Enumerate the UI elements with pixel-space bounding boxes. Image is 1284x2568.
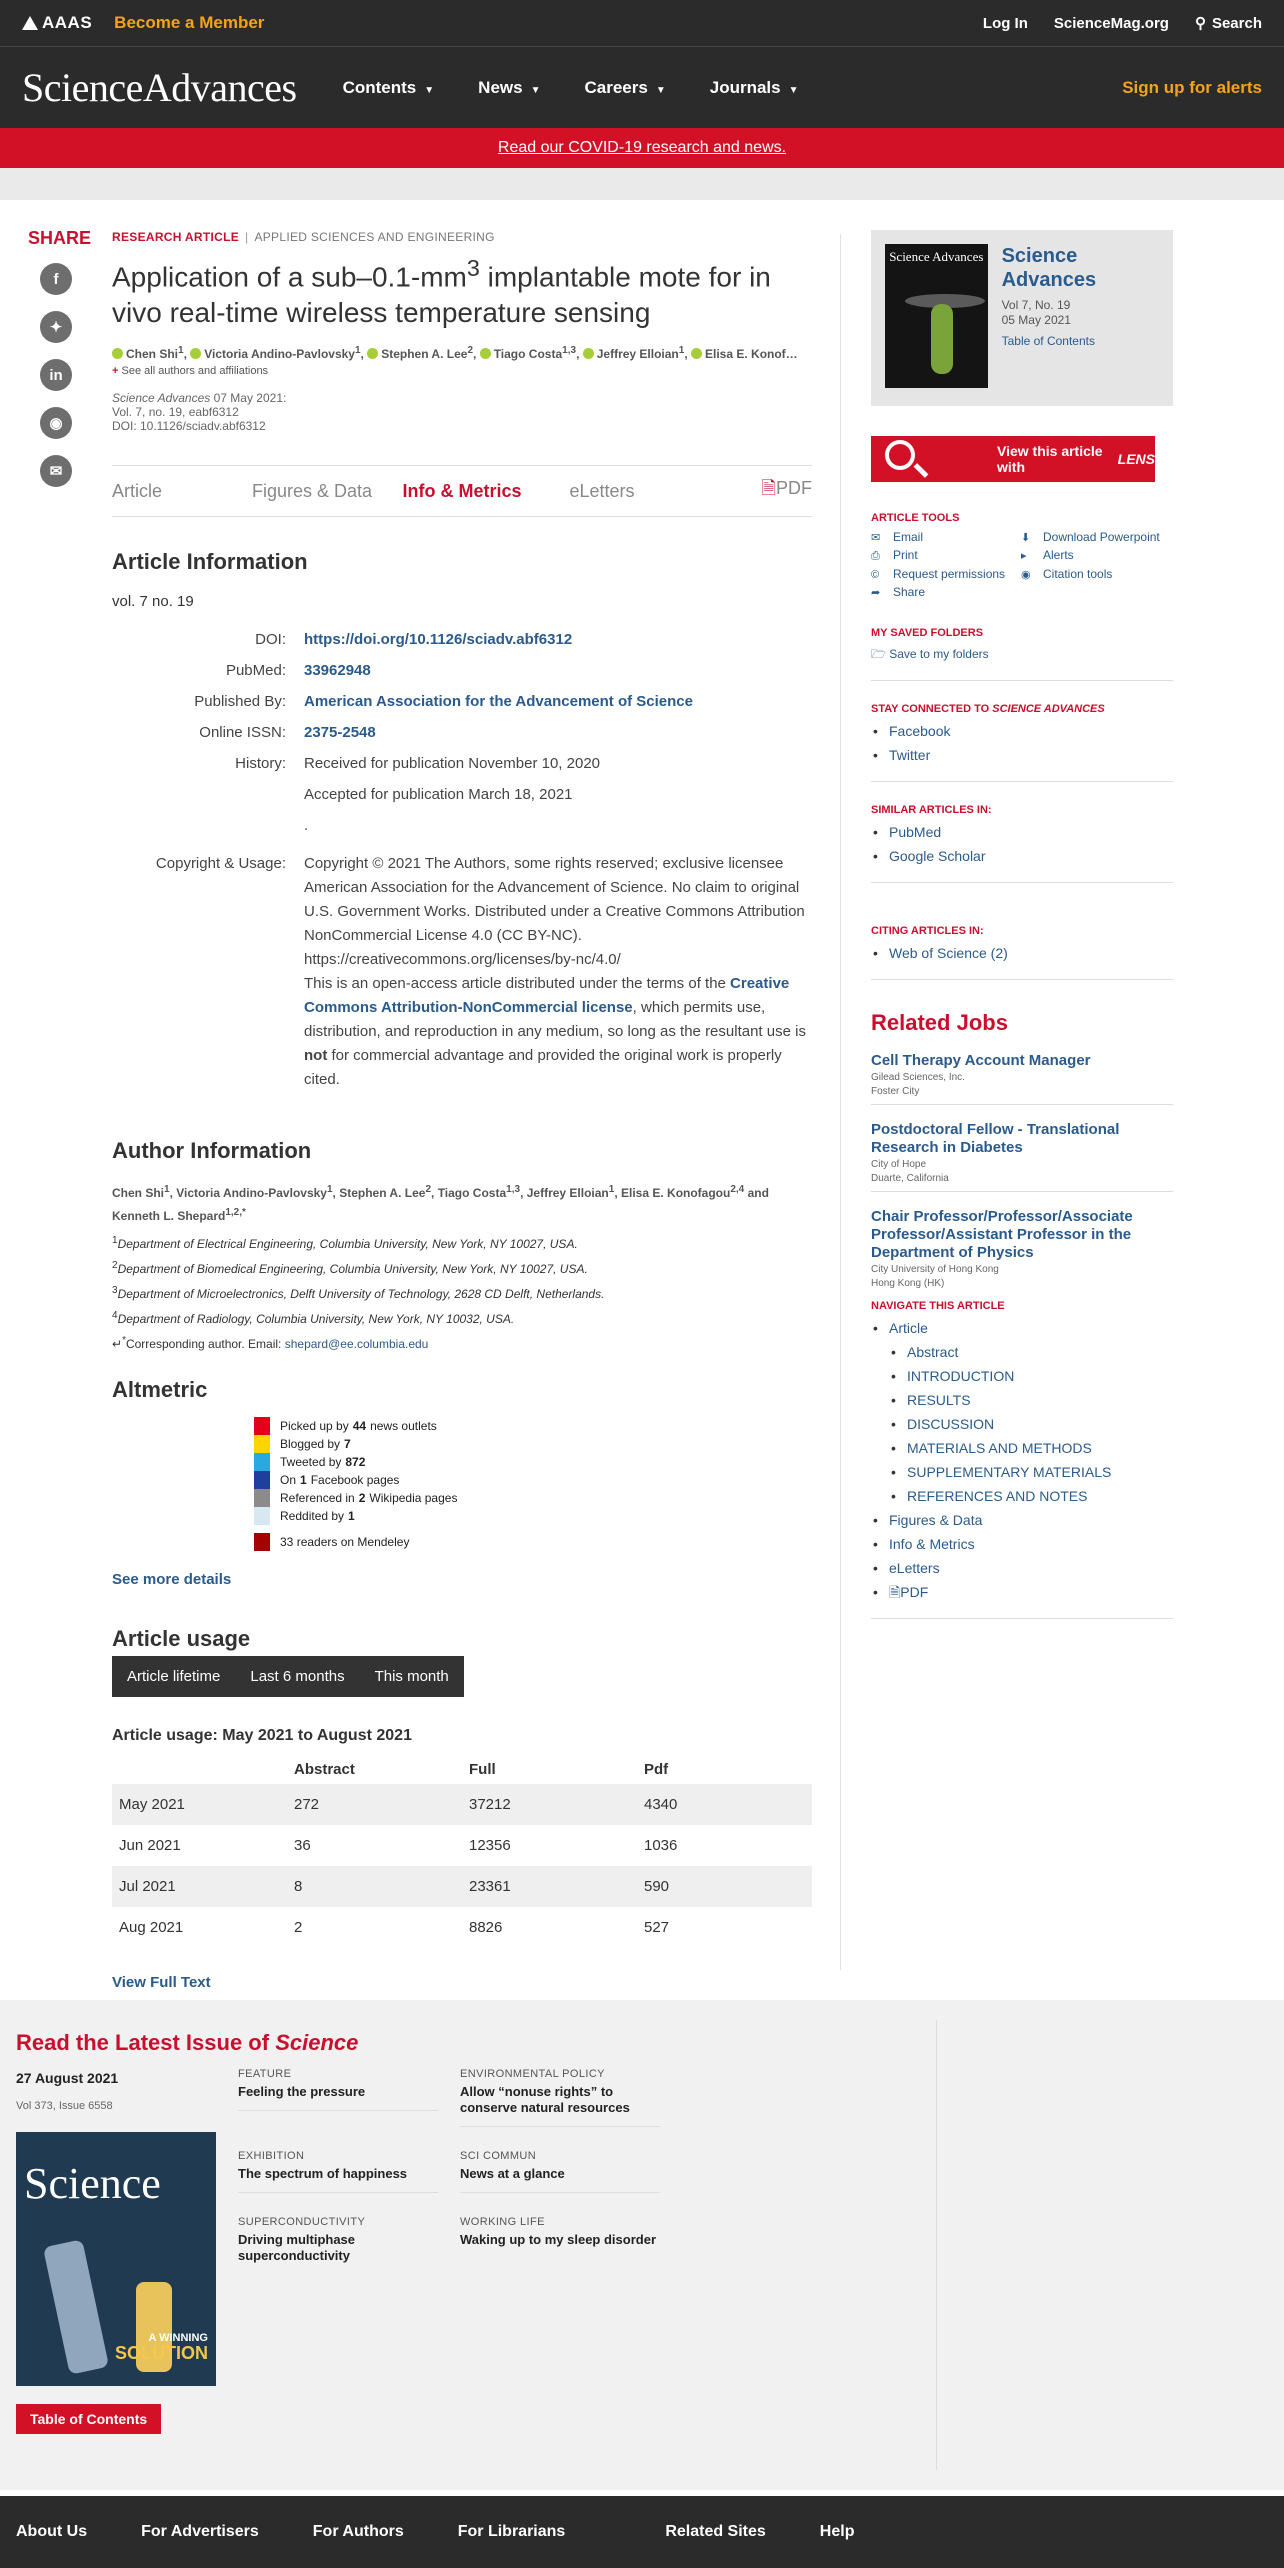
column-divider <box>840 234 841 1970</box>
footer-help[interactable]: Help <box>819 2523 855 2540</box>
affiliation-4: $^4$Department of Radiology, Columbia University, New York, NY 10032, USA. <box>112 1310 515 1327</box>
altmetric-mendeley-row: 33 readers on Mendeley <box>254 1533 812 1551</box>
covid-banner-link[interactable]: Read our COVID-19 research and news. <box>0 128 1284 168</box>
tool-request-permissions[interactable]: © Request permissions <box>871 567 1006 581</box>
tab-info-metrics[interactable]: Info & Metrics <box>402 480 522 501</box>
tool-download-powerpoint[interactable]: ⬇ Download Powerpoint <box>1021 530 1160 544</box>
altmetric-swatch <box>254 1417 270 1435</box>
saved-folders-section: MY SAVED FOLDERS 🗁 Save to my folders <box>871 627 1173 681</box>
similar-pubmed-link[interactable]: • PubMed <box>871 820 1173 844</box>
feature-item[interactable]: WORKING LIFE Waking up to my sleep disorder <box>460 2216 656 2247</box>
footer-about-us[interactable]: About Us <box>16 2523 88 2540</box>
footer-for-advertisers[interactable]: For Advertisers <box>141 2523 259 2540</box>
nav-article[interactable]: • Article <box>871 1316 1173 1340</box>
similar-articles-section: SIMILAR ARTICLES IN: • PubMed • Google Scholar <box>871 804 1173 883</box>
tab-article[interactable]: Article <box>112 480 163 501</box>
become-member-link[interactable]: Become a Member <box>114 13 265 32</box>
megaphone-icon: ▸ <box>1021 550 1027 562</box>
history-label: History: <box>235 755 286 773</box>
article-page <box>0 200 1284 2000</box>
magnifier-icon <box>885 440 915 470</box>
site-footer <box>0 2496 1284 2568</box>
orcid-icon <box>190 348 201 359</box>
issue-cover-box: Science Advances Science Advances Vol 7, No. 19 05 May 2021 Table of Contents <box>871 230 1173 406</box>
chevron-down-icon: ▼ <box>788 84 799 96</box>
nav-pdf[interactable]: • 🗎PDF <box>871 1580 1173 1604</box>
tool-alerts[interactable]: ▸ Alerts <box>1021 548 1074 562</box>
history-dot: . <box>304 817 309 835</box>
search-button[interactable]: ⚲ Search <box>1194 14 1262 32</box>
pdf-icon: 🗎 <box>761 478 776 499</box>
facebook-icon[interactable]: f <box>40 263 72 295</box>
view-full-text-link[interactable]: View Full Text <box>112 1974 211 1992</box>
latest-issue-section <box>0 2000 1284 2490</box>
nav-eletters[interactable]: • eLetters <box>871 1556 1173 1580</box>
author-link[interactable]: Tiago Costa$^{1,3}$ <box>480 347 576 361</box>
feature-item[interactable]: FEATURE Feeling the pressure <box>238 2068 438 2111</box>
orcid-icon <box>583 348 594 359</box>
nav-careers[interactable]: Careers ▼ <box>584 77 666 97</box>
nav-info-metrics[interactable]: • Info & Metrics <box>871 1532 1173 1556</box>
altmetric-twitter-row: Tweeted by 872 <box>254 1453 812 1471</box>
printer-icon: ⎙ <box>871 550 880 562</box>
table-header-row: Abstract Full Pdf <box>294 1761 669 1779</box>
feature-item[interactable]: ENVIRONMENTAL POLICY Allow “nonuse rights” to conserve natural resources <box>460 2068 660 2127</box>
usage-subheading: Article usage: May 2021 to August 2021 <box>112 1727 412 1745</box>
latest-issue-heading: Read the Latest Issue of Science <box>16 2030 359 2055</box>
issn-link[interactable]: 2375-2548 <box>304 724 376 742</box>
chevron-down-icon: ▼ <box>530 84 541 96</box>
tool-citation-tools[interactable]: ◉ Citation tools <box>1021 567 1113 581</box>
web-of-science-link[interactable]: • Web of Science (2) <box>871 941 1173 965</box>
feature-item[interactable]: SCI COMMUN News at a glance <box>460 2150 660 2193</box>
chevron-down-icon: ▼ <box>655 84 666 96</box>
publisher-label: Published By: <box>194 693 286 711</box>
copyright-label: Copyright & Usage: <box>155 855 286 873</box>
issue-volume: Vol 373, Issue 6558 <box>16 2100 113 2112</box>
nav-abstract[interactable]: • Abstract <box>871 1340 1173 1364</box>
nav-introduction[interactable]: • INTRODUCTION <box>871 1364 1173 1388</box>
nav-news[interactable]: News ▼ <box>478 77 541 97</box>
usage-tabs <box>112 1656 464 1697</box>
open-access-text: This is an open-access article distributed under the terms of the Creative Commons Attribution-NonCommercial license, which permits use, distribution, and reproduction in any medium, so long as the resultant use is not for commercial advantage and provided the original work is properly cited. <box>304 975 806 1089</box>
altmetric-summary <box>254 1417 812 1551</box>
author-link[interactable]: Jeffrey Elloian$^1$ <box>583 347 685 361</box>
doi-link[interactable]: https://doi.org/10.1126/sciadv.abf6312 <box>304 631 573 649</box>
pubmed-label: PubMed: <box>225 662 286 680</box>
main-nav <box>343 78 799 98</box>
sign-up-alerts-link[interactable]: Sign up for alerts <box>1122 77 1262 97</box>
latest-toc-button[interactable]: Table of Contents <box>16 2404 161 2434</box>
orcid-icon <box>691 348 702 359</box>
linkedin-icon[interactable]: in <box>40 359 72 391</box>
altmetric-swatch <box>254 1453 270 1471</box>
download-icon: ⬇ <box>1021 532 1031 544</box>
orcid-icon <box>112 348 123 359</box>
cc-license-link[interactable]: Creative Commons Attribution-NonCommercial license <box>304 975 790 1017</box>
affiliation-1: $^1$Department of Electrical Engineering, Columbia University, New York, NY 10027, USA. <box>112 1235 578 1252</box>
job-listing[interactable]: Cell Therapy Account Manager Gilead Sciences, Inc. Foster City <box>871 1052 1173 1105</box>
altmetric-facebook-row: On 1 Facebook pages <box>254 1471 812 1489</box>
received-date: Received for publication November 10, 2020 <box>304 755 601 773</box>
nav-materials-methods[interactable]: • MATERIALS AND METHODS <box>871 1436 1173 1460</box>
aaas-triangle-icon <box>22 16 38 30</box>
envelope-icon: ✉ <box>871 532 881 544</box>
affiliation-3: $^3$Department of Microelectronics, Delft University of Technology, 2628 CD Delft, Netherlands. <box>112 1285 605 1302</box>
sciencemag-link[interactable]: ScienceMag.org <box>1053 14 1169 32</box>
issn-label: Online ISSN: <box>199 724 286 742</box>
issue-date: 27 August 2021 <box>16 2070 119 2086</box>
author-link[interactable]: Chen Shi$^1$ <box>112 347 184 361</box>
article-title: Application of a sub–$0.1-mm^3$ implantable mote for in vivo real-time wireless temperature sensing <box>112 255 771 329</box>
author-link[interactable]: Elisa E. Konof… <box>691 347 798 361</box>
table-row: Jun 2021 36 12356 1036 <box>119 1837 678 1855</box>
orcid-icon <box>480 348 491 359</box>
tool-share[interactable]: ➦ Share <box>871 585 926 599</box>
globe-icon: ◉ <box>1021 569 1031 581</box>
copyright-text: Copyright © 2021 The Authors, some rights reserved; exclusive licensee American Association for the Advancement of Science. No claim to original U.S. Government Works. Distributed under a Creative Commons Attribution NonCommercial License 4.0 (CC BY-NC). https://creativecommons.org/licenses/by-nc/4.0/ <box>304 855 805 969</box>
doi-label: DOI: <box>255 631 286 649</box>
feature-item[interactable]: EXHIBITION The spectrum of happiness <box>238 2150 438 2193</box>
navigate-article-section: NAVIGATE THIS ARTICLE • Article • Abstract • INTRODUCTION • RESULTS • DISCUSSION • MATERIALS AND METHODS • SUPPLEMENTARY MATERIALS • REFERENCES AND NOTES • Figures & Data • Info & Metrics • eLetters • 🗎PDF <box>871 1300 1173 1619</box>
related-jobs-heading: Related Jobs <box>871 1010 1008 1035</box>
reddit-icon[interactable]: ◉ <box>40 407 72 439</box>
tab-last-6-months[interactable]: Last 6 months <box>250 1668 345 1686</box>
share-bar <box>28 228 92 503</box>
feature-item[interactable]: SUPERCONDUCTIVITY Driving multiphase superconductivity <box>238 2216 366 2263</box>
tool-print[interactable]: ⎙ Print <box>871 548 918 562</box>
search-icon: ⚲ <box>1194 15 1206 32</box>
citation-block: Science Advances 07 May 2021: Vol. 7, no. 19, eabf6312 DOI: 10.1126/sciadv.abf6312 <box>112 391 287 434</box>
article-usage-heading: Article usage <box>112 1626 251 1652</box>
altmetric-blog-row: Blogged by 7 <box>254 1435 812 1453</box>
nav-discussion[interactable]: • DISCUSSION <box>871 1412 1173 1436</box>
tab-eletters[interactable]: eLetters <box>569 480 635 501</box>
aaas-logo[interactable]: AAAS <box>22 13 92 33</box>
site-header <box>0 46 1284 128</box>
usage-table <box>112 1755 812 1948</box>
facebook-link[interactable]: • Facebook <box>871 719 1173 743</box>
job-listing[interactable]: Chair Professor/Professor/Associate Professor/Assistant Professor in the Department of Physics City University of Hong Kong Hong Kong (HK) <box>871 1208 1133 1289</box>
article-field: APPLIED SCIENCES AND ENGINEERING <box>254 230 495 244</box>
nav-journals[interactable]: Journals ▼ <box>709 77 799 97</box>
affiliation-2: $^2$Department of Biomedical Engineering, Columbia University, New York, NY 10027, USA. <box>112 1260 588 1277</box>
copyright-icon: © <box>871 569 880 581</box>
corresponding-email-link[interactable]: shepard@ee.columbia.edu <box>284 1337 429 1352</box>
stay-connected-section: STAY CONNECTED TO SCIENCE ADVANCES • Facebook • Twitter <box>871 703 1173 782</box>
email-icon[interactable]: ✉ <box>40 455 72 487</box>
share-label: SHARE <box>28 228 92 248</box>
journal-name-link[interactable]: Science Advances <box>1001 245 1097 291</box>
view-with-lens-button[interactable]: View this article with LENS <box>871 436 1155 482</box>
pdf-icon: 🗎 <box>889 1584 901 1600</box>
main-column <box>112 230 812 1991</box>
login-link[interactable]: Log In <box>982 14 1028 32</box>
issue-cover-image[interactable]: Science Advances <box>885 244 988 388</box>
altmetric-swatch <box>254 1507 270 1525</box>
article-type: RESEARCH ARTICLE <box>112 230 240 244</box>
author-information-heading: Author Information <box>112 1138 312 1164</box>
table-row: Jul 2021 8 23361 590 <box>112 1866 812 1907</box>
author-link[interactable]: Victoria Andino-Pavlovsky$^1$ <box>190 347 360 361</box>
article-tabs <box>112 465 812 517</box>
footer-related-sites[interactable]: Related Sites <box>665 2523 766 2540</box>
tab-this-month[interactable]: This month <box>374 1668 449 1686</box>
science-advances-logo[interactable]: ScienceAdvances <box>22 65 297 110</box>
pubmed-link[interactable]: 33962948 <box>304 662 371 680</box>
volume-label: vol. 7 no. 19 <box>112 593 194 611</box>
author-list: Chen Shi$^1$, Victoria Andino-Pavlovsky$^1$, Stephen A. Lee$^2$, Tiago Costa$^{1,3}$, Jeffrey Elloian$^1$, Elisa E. Konof… <box>112 345 812 361</box>
nav-contents[interactable]: Contents ▼ <box>342 77 435 97</box>
altmetric-reddit-row: Reddited by 1 <box>254 1507 812 1525</box>
table-of-contents-link[interactable]: Table of Contents <box>1001 334 1095 348</box>
altmetric-swatch <box>254 1471 270 1489</box>
similar-google-scholar-link[interactable]: • Google Scholar <box>871 844 1173 868</box>
footer-for-authors[interactable]: For Authors <box>312 2523 404 2540</box>
altmetric-heading: Altmetric <box>112 1377 208 1403</box>
tab-article-lifetime[interactable]: Article lifetime <box>127 1668 221 1686</box>
citing-articles-section: CITING ARTICLES IN: • Web of Science (2) <box>871 925 1173 980</box>
top-bar <box>0 0 1284 46</box>
chevron-down-icon: ▼ <box>424 84 435 96</box>
tool-email[interactable]: ✉ Email <box>871 530 924 544</box>
sidebar <box>871 230 1173 1619</box>
folder-icon: 🗁 <box>871 647 886 661</box>
save-to-folders-link[interactable]: 🗁 Save to my folders <box>871 647 989 661</box>
grey-band <box>0 168 1284 200</box>
twitter-icon[interactable]: ✦ <box>40 311 72 343</box>
see-more-details-link[interactable]: See more details <box>112 1571 232 1589</box>
nav-supplementary[interactable]: • SUPPLEMENTARY MATERIALS <box>871 1460 1173 1484</box>
altmetric-swatch <box>254 1489 270 1507</box>
see-all-authors-link[interactable]: + See all authors and affiliations <box>112 365 269 378</box>
orcid-icon <box>367 348 378 359</box>
article-kicker: RESEARCH ARTICLE | APPLIED SCIENCES AND ENGINEERING <box>112 230 495 244</box>
article-tools: ARTICLE TOOLS ✉ Email ⬇ Download Powerpoint ⎙ Print ▸ Alerts © Request permissions ◉ Citation tools ➦ Share <box>871 512 1173 599</box>
altmetric-swatch <box>254 1533 270 1551</box>
author-link[interactable]: Stephen A. Lee$^2$ <box>367 347 473 361</box>
latest-divider <box>936 2020 937 2470</box>
altmetric-wikipedia-row: Referenced in 2 Wikipedia pages <box>254 1489 812 1507</box>
author-names: Chen Shi$^1$, Victoria Andino-Pavlovsky$^1$, Stephen A. Lee$^2$, Tiago Costa$^{1,3}$, Jeffrey Elloian$^1$, Elisa E. Konofagou$^{2,4}$ and Kenneth L. Shepard$^{1,2,*}$ <box>112 1184 769 1224</box>
article-information-heading: Article Information <box>112 549 308 575</box>
tab-figures-data[interactable]: Figures & Data <box>252 480 373 501</box>
accepted-date: Accepted for publication March 18, 2021 <box>304 786 573 804</box>
nav-figures-data[interactable]: • Figures & Data <box>871 1508 1173 1532</box>
tab-pdf[interactable]: 🗎PDF <box>761 478 812 499</box>
twitter-link[interactable]: • Twitter <box>871 743 1173 767</box>
nav-references[interactable]: • REFERENCES AND NOTES <box>871 1484 1173 1508</box>
altmetric-news-row: Picked up by 44 news outlets <box>254 1417 812 1435</box>
science-cover-image[interactable]: Science A WINNING SOLUTION <box>16 2132 216 2386</box>
altmetric-swatch <box>254 1435 270 1453</box>
footer-for-librarians[interactable]: For Librarians <box>457 2523 566 2540</box>
job-listing[interactable]: Postdoctoral Fellow - Translational Research in Diabetes City of Hope Duarte, California <box>871 1121 1173 1192</box>
share-icon: ➦ <box>871 587 881 599</box>
publisher-link[interactable]: American Association for the Advancement of Science <box>304 693 693 711</box>
table-row: May 2021 272 37212 4340 <box>112 1784 812 1825</box>
corresponding-author: ↵*Corresponding author. Email: shepard@ee.columbia.edu <box>112 1335 429 1352</box>
nav-results[interactable]: • RESULTS <box>871 1388 1173 1412</box>
table-row: Aug 2021 2 8826 527 <box>119 1919 670 1937</box>
